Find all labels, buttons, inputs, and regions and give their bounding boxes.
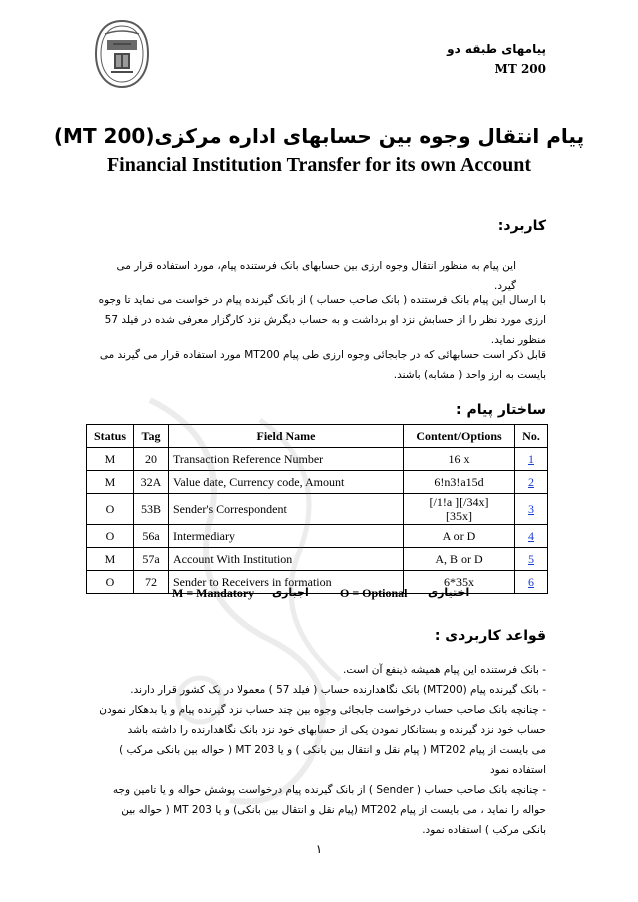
field-name-cell: Intermediary: [169, 525, 404, 548]
column-header: Content/Options: [404, 425, 515, 448]
bank-logo-icon: [93, 18, 151, 90]
tag-cell: 53B: [134, 494, 169, 525]
content-cell: 6!n3!a15d: [404, 471, 515, 494]
field-number-link[interactable]: 3: [515, 494, 548, 525]
rule-line: - چنانچه بانک صاحب حساب ( Sender ) از بانک گیرنده پیام درخواست پوشش حواله و یا تامین وجه: [112, 784, 546, 796]
status-cell: O: [87, 571, 134, 594]
field-number-link[interactable]: 6: [515, 571, 548, 594]
page-number: ۱: [315, 842, 323, 856]
content-cell: 16 x: [404, 448, 515, 471]
message-code: MT 200: [494, 62, 546, 76]
status-cell: O: [87, 494, 134, 525]
legend-mandatory: M = Mandatory: [172, 586, 255, 600]
legend-optional: O = Optional: [340, 586, 408, 600]
field-number-link[interactable]: 1: [515, 448, 548, 471]
column-header: No.: [515, 425, 548, 448]
column-header: Status: [87, 425, 134, 448]
field-name-cell: Transaction Reference Number: [169, 448, 404, 471]
legend-optional-fa: اختیاری: [428, 586, 470, 599]
status-cell: M: [87, 548, 134, 571]
usage-paragraph: این پیام به منظور انتقال وجوه ارزی بین حسابهای بانک فرستنده پیام، مورد استفاده قرار می گیرد.: [116, 260, 516, 292]
rule-line: می بایست از پیام MT202 ( پیام نقل و انتقال بین بانکی ) و یا MT 203 ( حواله بین بانکی مرکب ): [119, 744, 546, 756]
content-cell: 6*35x: [404, 571, 515, 594]
usage-paragraph: با ارسال این پیام بانک فرستنده ( بانک صاحب حساب ) از بانک گیرنده پیام در خواست می نماید تا وجوه ارزی مورد نظر را از حسابش نزد او برداشت و به حساب دیگرش نزد کارگزار معرفی شده در فیلد 57 منظور نماید.: [98, 294, 546, 346]
content-line: [35x]: [446, 509, 472, 523]
rule-line: استفاده نمود: [489, 764, 546, 776]
rules-heading: قواعد کاربردی :: [434, 628, 546, 644]
page-title-fa: پیام انتقال وجوه بین حسابهای اداره مرکزی(MT 200): [53, 124, 585, 148]
rule-line: حساب خود نزد گیرنده و بستانکار نمودن یکی از حسابهای خود نزد بانک نگاهدارنده را داشته باشد: [127, 724, 546, 736]
rule-line: - بانک فرستنده این پیام همیشه ذینفع آن است.: [343, 664, 546, 676]
message-category: پیامهای طبقه دو: [447, 42, 546, 56]
field-number-link[interactable]: 5: [515, 548, 548, 571]
tag-cell: 20: [134, 448, 169, 471]
rule-line: حواله را نماید ، می بایست از پیام MT202 (پیام نقل و انتقال بین بانکی) و یا MT 203 ( حواله بین: [121, 804, 546, 816]
field-name-cell: Sender's Correspondent: [169, 494, 404, 525]
usage-heading: کاربرد:: [497, 218, 546, 234]
field-name-cell: Account With Institution: [169, 548, 404, 571]
content-line: [/1!a ][/34x]: [429, 495, 489, 509]
status-cell: M: [87, 471, 134, 494]
usage-paragraph: قابل ذکر است حسابهائی که در جابجائی وجوه ارزی طی پیام MT200 مورد استفاده قرار می گیرند می بایست به ارز واحد ( مشابه) باشند.: [99, 349, 546, 381]
watermark-icon: [110, 380, 390, 820]
field-number-link[interactable]: 2: [515, 471, 548, 494]
column-header: Tag: [134, 425, 169, 448]
field-number-link[interactable]: 4: [515, 525, 548, 548]
content-cell: [404, 494, 515, 525]
tag-cell: 57a: [134, 548, 169, 571]
rule-line: بانکی مرکب ) استفاده نمود.: [422, 824, 546, 836]
column-header: Field Name: [169, 425, 404, 448]
tag-cell: 32A: [134, 471, 169, 494]
tag-cell: 56a: [134, 525, 169, 548]
content-cell: A or D: [404, 525, 515, 548]
content-cell: A, B or D: [404, 548, 515, 571]
rule-line: - بانک گیرنده پیام (MT200) بانک نگاهدارنده حساب ( فیلد 57 ) معمولا در یک کشور قرار دارند.: [130, 684, 546, 696]
field-name-cell: Value date, Currency code, Amount: [169, 471, 404, 494]
structure-heading: ساختار پیام :: [456, 402, 546, 418]
status-cell: O: [87, 525, 134, 548]
page-title-en: Financial Institution Transfer for its own Account: [106, 154, 532, 176]
rule-line: - چنانچه بانک صاحب حساب درخواست جابجائی وجوه بین چند حساب نزد گیرنده پیام و یا بدهکار نمودن: [99, 704, 546, 716]
status-cell: M: [87, 448, 134, 471]
field-name-cell: Sender to Receivers in formation: [169, 571, 404, 594]
legend-mandatory-fa: اجباری: [272, 586, 309, 599]
tag-cell: 72: [134, 571, 169, 594]
